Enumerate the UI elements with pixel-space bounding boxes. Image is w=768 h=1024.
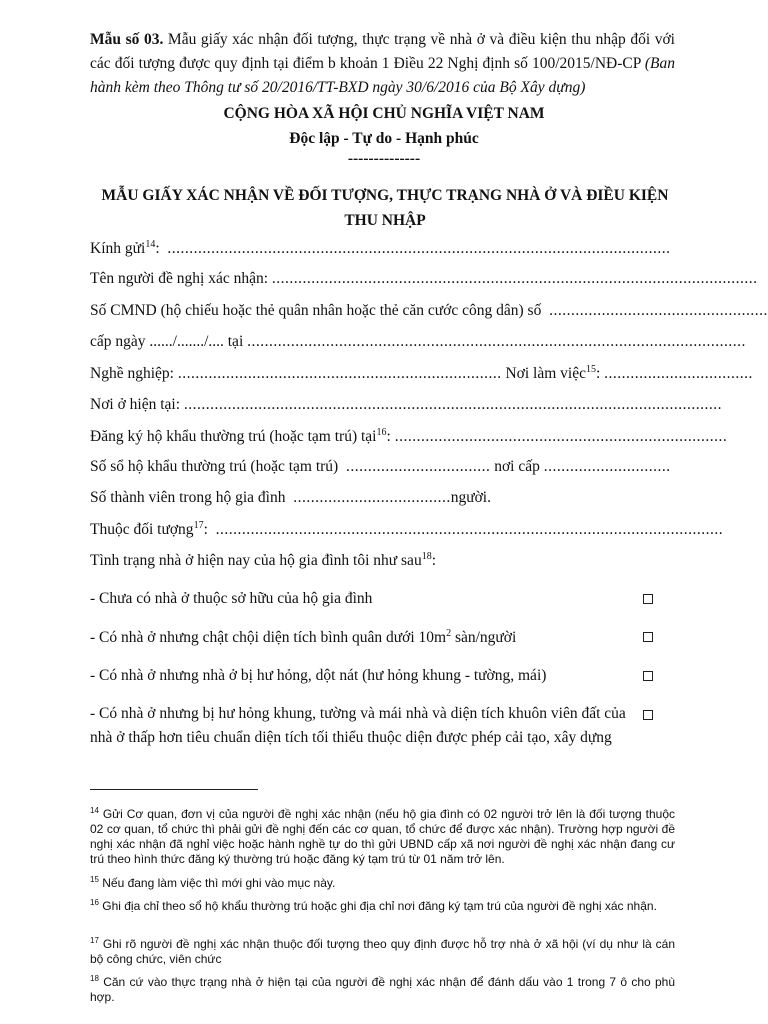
- label-colon: :: [431, 552, 437, 570]
- footnote-18: [90, 971, 675, 1005]
- footnote-text: Ghi địa chỉ theo sổ hộ khẩu thường trú hoặc ghi địa chỉ nơi đăng ký tạm trú của người đề nghị xác nhận.: [98, 899, 657, 913]
- label-colon: :: [203, 521, 208, 539]
- issue-date-line: [90, 333, 746, 351]
- option-text: - Có nhà ở nhưng bị hư hỏng khung, tường và mái nhà và diện tích khuôn viên đất của nhà ở thấp hơn tiêu chuẩn diện tích tối thiểu thuộc diện được phép cải tạo, xây dựng: [90, 705, 626, 746]
- option-checkbox[interactable]: [643, 594, 653, 604]
- requester-field[interactable]: ...............................................................................................................: [271, 270, 758, 287]
- category-field[interactable]: ....................................................................................................................: [215, 521, 724, 539]
- occupation-field[interactable]: ..........................................................................: [177, 365, 502, 383]
- form-number: Mẫu số 03.: [90, 31, 164, 48]
- issued-place-field[interactable]: .............................: [543, 458, 671, 475]
- recipient-label: Kính gửi: [90, 240, 146, 258]
- members-label: Số thành viên trong hộ gia đình: [90, 489, 286, 506]
- residence-line: [90, 396, 723, 414]
- label-colon: :: [595, 365, 601, 383]
- requester-line: [90, 270, 758, 288]
- issue-date-label: cấp ngày ....../......./.... tại: [90, 333, 244, 350]
- category-line: [90, 520, 724, 539]
- footnote-text: Gửi Cơ quan, đơn vị của người đề nghị xác nhận (nếu hộ gia đình có 02 người trở lên là đối tượng thuộc 02 cơ quan, tổ chức thì phải gửi đề nghị đến các cơ quan, tổ chức để được xác nhận). Trường hợp người đề nghị xác nhận đã nghỉ việc hoặc hành nghề tự do thì gửi UBND cấp xã nơi người đề nghị xác nhận đang cư trú theo hình thức đăng ký thường trú hoặc đăng ký tạm trú từ 01 năm trở lên.: [90, 807, 675, 866]
- option-checkbox[interactable]: [643, 710, 653, 720]
- requester-label: Tên người đề nghị xác nhận:: [90, 270, 269, 287]
- label-colon: :: [386, 428, 391, 446]
- occupation-line: [90, 364, 753, 383]
- label-colon: :: [155, 240, 160, 258]
- registration-field[interactable]: ............................................................................: [394, 428, 728, 446]
- footnote-text: Nếu đang làm việc thì mới ghi vào mục này.: [98, 876, 336, 890]
- national-title: CỘNG HÒA XÃ HỘI CHỦ NGHĨA VIỆT NAM: [223, 105, 545, 122]
- option-text-after: sàn/người: [451, 629, 517, 647]
- footnote-17: [90, 933, 675, 967]
- household-book-field[interactable]: .................................: [345, 458, 491, 475]
- housing-option-4: [90, 702, 665, 750]
- option-text: [90, 628, 516, 647]
- footnote-14: [90, 803, 675, 867]
- workplace-label: Nơi làm việc: [505, 365, 586, 383]
- members-line: [90, 489, 665, 507]
- option-checkbox[interactable]: [643, 671, 653, 681]
- footnote-number: 16: [90, 898, 99, 907]
- workplace-field[interactable]: ..................................: [604, 365, 753, 383]
- national-motto: Độc lập - Tự do - Hạnh phúc: [289, 130, 479, 147]
- footnote-text: Căn cứ vào thực trạng nhà ở hiện tại của người đề nghị xác nhận để đánh dấu vào 1 trong 7 ô cho phù hợp.: [90, 975, 675, 1004]
- category-label: Thuộc đối tượng: [90, 521, 194, 539]
- id-line: [90, 302, 768, 320]
- housing-status-label: Tình trạng nhà ở hiện nay của hộ gia đình tôi như sau: [90, 552, 422, 570]
- recipient-field[interactable]: ...................................................................................................................: [167, 240, 671, 258]
- footnote-ref: 16: [376, 427, 387, 438]
- housing-option-2: [90, 628, 665, 647]
- option-text: - Chưa có nhà ở thuộc sở hữu của hộ gia đình: [90, 590, 373, 607]
- recipient-line: [90, 239, 671, 258]
- form-intro: [90, 28, 675, 100]
- footnote-16: [90, 895, 675, 914]
- option-text-main: - Có nhà ở nhưng chật chội diện tích bình quân dưới 10m: [90, 629, 447, 647]
- members-field[interactable]: ....................................: [293, 489, 451, 506]
- issue-place-field[interactable]: ..................................................................................................................: [247, 333, 746, 350]
- id-label: Số CMND (hộ chiếu hoặc thẻ quân nhân hoặc thẻ căn cước công dân) số: [90, 302, 542, 319]
- registration-line: [90, 427, 728, 446]
- residence-label: Nơi ở hiện tại:: [90, 396, 181, 413]
- housing-option-1: [90, 590, 665, 608]
- footnote-number: 15: [90, 875, 99, 884]
- housing-option-3: [90, 667, 665, 685]
- footnote-text: Ghi rõ người đề nghị xác nhận thuộc đối tượng theo quy định được hỗ trợ nhà ở xã hội (ví dụ như là cán bộ công chức, viên chức: [90, 937, 675, 966]
- members-unit: người.: [450, 489, 491, 506]
- registration-label: Đăng ký hộ khẩu thường trú (hoặc tạm trú) tại: [90, 428, 377, 446]
- footnote-divider: [90, 789, 258, 790]
- header-separator: --------------: [347, 150, 421, 167]
- footnote-number: 18: [90, 974, 99, 983]
- id-field[interactable]: ..................................................: [549, 302, 768, 319]
- footnote-ref: 14: [145, 239, 156, 250]
- household-book-line: [90, 458, 671, 476]
- option-checkbox[interactable]: [643, 632, 653, 642]
- option-text: - Có nhà ở nhưng nhà ở bị hư hỏng, dột nát (hư hỏng khung - tường, mái): [90, 667, 547, 684]
- occupation-label: Nghề nghiệp:: [90, 365, 174, 383]
- footnote-number: 14: [90, 806, 99, 815]
- form-title: MẪU GIẤY XÁC NHẬN VỀ ĐỐI TƯỢNG, THỰC TRẠNG NHÀ Ở VÀ ĐIỀU KIỆN THU NHẬP: [101, 187, 669, 229]
- footnote-ref: 18: [421, 551, 432, 562]
- footnote-ref: 15: [585, 364, 596, 375]
- form-description: Mẫu giấy xác nhận đối tượng, thực trạng về nhà ở và điều kiện thu nhập đối với các đối tượng được quy định tại điểm b khoản 1 Điều 22 Nghị định số 100/2015/NĐ-CP: [90, 31, 675, 72]
- household-book-label: Số sổ hộ khẩu thường trú (hoặc tạm trú): [90, 458, 339, 475]
- footnote-number: 17: [90, 936, 99, 945]
- superscript: 2: [446, 628, 452, 639]
- residence-field[interactable]: ...........................................................................................................................: [183, 396, 723, 413]
- housing-status-line: [90, 551, 665, 570]
- footnote-ref: 17: [193, 520, 204, 531]
- issued-place-label: nơi cấp: [494, 458, 540, 475]
- footnote-15: [90, 872, 675, 891]
- issued-note: (Ban hành kèm theo Thông tư số 20/2016/TT-BXD ngày 30/6/2016 của Bộ Xây dựng): [90, 55, 675, 96]
